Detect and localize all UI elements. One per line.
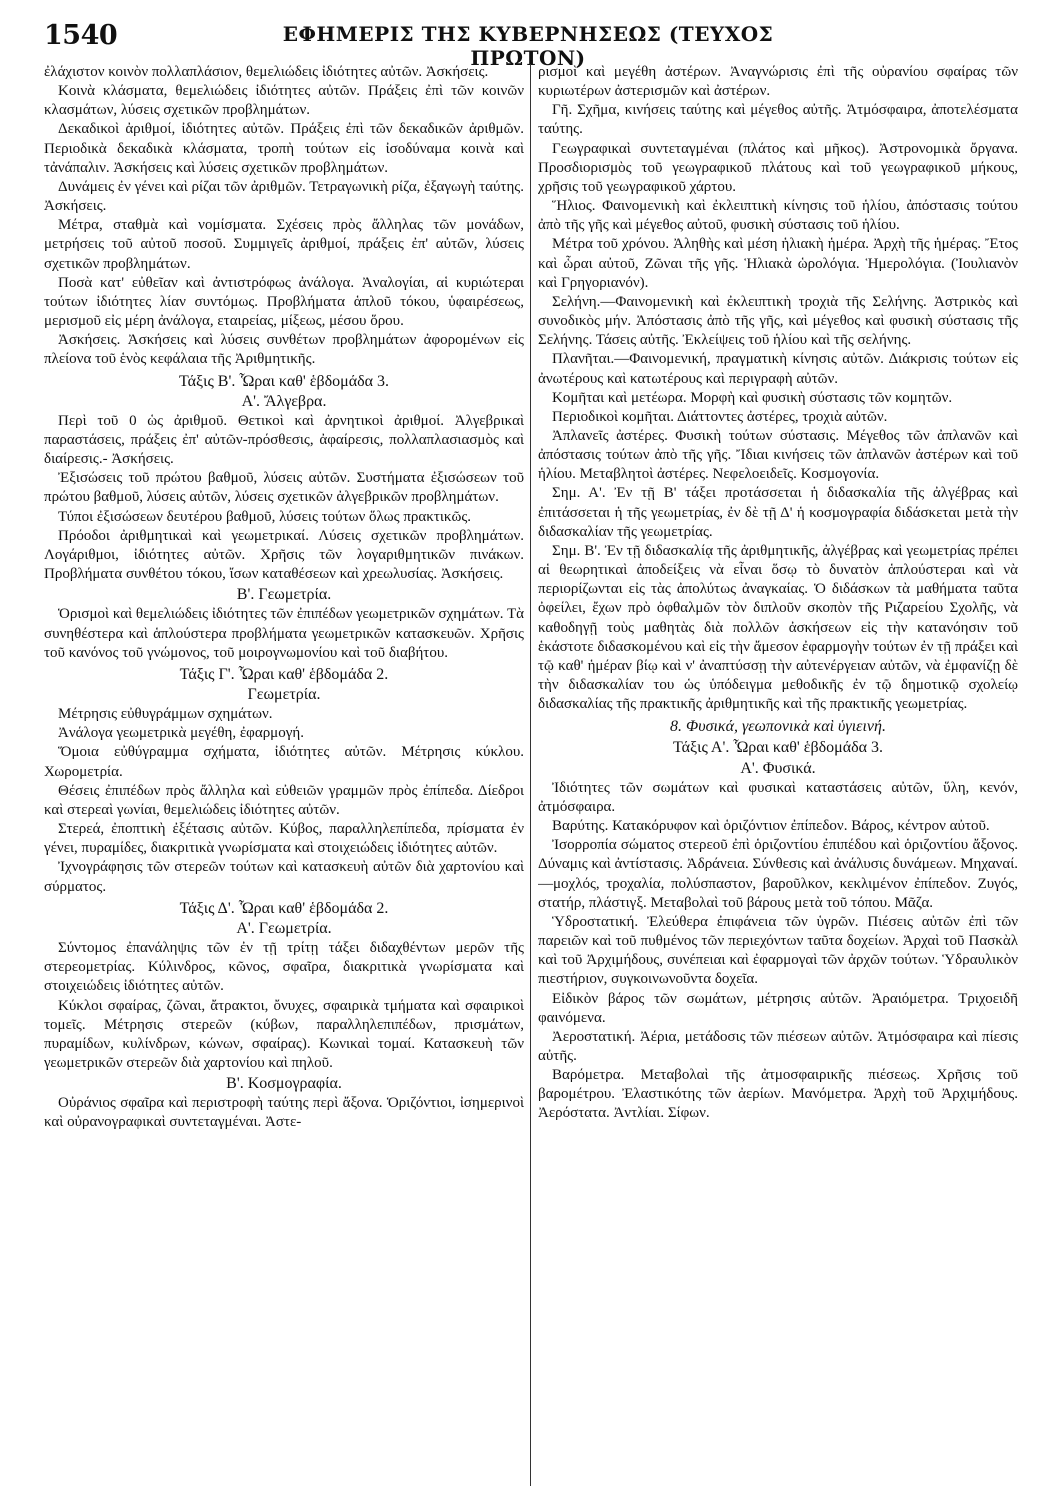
paragraph: Ὅμοια εὐθύγραμμα σχήματα, ἰδιότητες αὐτῶν. Μέτρησις κύκλου. Χωρομετρία. [44,744,524,780]
running-title: ΕΦΗΜΕΡΙΣ ΤΗΣ ΚΥΒΕΡΝΗΣΕΩΣ (ΤΕΥΧΟΣ ΠΡΩΤΟΝ) [282,22,774,70]
class-heading: Τάξις Β'. Ὧραι καθ' ἑβδομάδα 3. [178,372,390,390]
subject-heading: Γεωμετρία. [247,686,321,703]
paragraph: Οὐράνιος σφαῖρα καὶ περιστροφὴ ταύτης περὶ ἄξονα. Ὁριζόντιοι, ἰσημερινοὶ καὶ οὐρανογραφικαὶ συντεταγμέναι. Ἀστε- [44,1095,524,1131]
right-column [538,63,1018,1488]
paragraph: Γῆ. Σχῆμα, κινήσεις ταύτης καὶ μέγεθος αὐτῆς. Ἀτμόσφαιρα, ἀποτελέσματα ταύτης. [538,102,1018,138]
paragraph: Ἀνάλογα γεωμετρικὰ μεγέθη, ἐφαρμογή. [58,725,304,742]
paragraph: Περιοδικοὶ κομῆται. Διάττοντες ἀστέρες, τροχιὰ αὐτῶν. [552,408,888,425]
subject-heading: Α'. Ἄλγεβρα. [241,392,327,410]
section-heading: 8. Φυσικά, γεωπονικὰ καὶ ὑγιεινή. [670,718,886,736]
paragraph: Ὑδροστατική. Ἐλεύθερα ἐπιφάνεια τῶν ὑγρῶν. Πιέσεις αὐτῶν ἐπὶ τῶν παρειῶν καὶ τοῦ πυθμένος τῶν περιεχόντων ταῦτα δοχείων. Ἀρχαὶ τοῦ Πασκὰλ καὶ τοῦ Ἀρχιμήδους, συνέπειαι καὶ ἐφαρμογαὶ τῶν ἀρχῶν τούτων. Ὑδραυλικὸν πιεστήριον, συγκοινωνοῦντα δοχεῖα. [538,913,1018,988]
paragraph: Μέτρησις εὐθυγράμμων σχημάτων. [58,706,273,723]
paragraph: Ἀπλανεῖς ἀστέρες. Φυσικὴ τούτων σύστασις. Μέγεθος τῶν ἀπλανῶν καὶ ἀπόστασις τούτων ἀπὸ τῆς γῆς. Ἴδιαι κινήσεις τῶν ἀπλανῶν ἀστέρων καὶ τοῦ ἡλίου. Μεταβλητοὶ ἀστέρες. Νεφελοειδεῖς. Κοσμογονία. [538,427,1018,483]
paragraph: Ἀσκήσεις. Ἀσκήσεις καὶ λύσεις συνθέτων προβλημάτων ἀφορομένων εἰς πλείονα τοῦ ἑνὸς κεφάλαια τῆς Ἀριθμητικῆς. [44,332,524,368]
note-paragraph: Σημ. Α'. Ἐν τῇ Β' τάξει προτάσσεται ἡ διδασκαλία τῆς ἀλγέβρας καὶ ἐπιτάσσεται ἡ τῆς γεωμετρίας, ἐν δὲ τῇ Δ' ἡ κοσμογραφία διδάσκεται μετὰ τὴν διδασκαλίαν τῆς γεωμετρίας. [538,485,1018,540]
paragraph: Δεκαδικοὶ ἀριθμοί, ἰδιότητες αὐτῶν. Πράξεις ἐπὶ τῶν δεκαδικῶν ἀριθμῶν. Περιοδικὰ δεκαδικὰ κλάσματα, τροπὴ τούτων εἰς ἰσοδύναμα κοινὰ καὶ τἀνάπαλιν. Ἀσκήσεις καὶ λύσεις σχετικῶν προβλημάτων. [44,121,524,176]
paragraph: Τύποι ἐξισώσεων δευτέρου βαθμοῦ, λύσεις τούτων ὅλως πρακτικῶς. [58,508,472,525]
paragraph: Μέτρα τοῦ χρόνου. Ἀληθὴς καὶ μέση ἡλιακὴ ἡμέρα. Ἀρχὴ τῆς ἡμέρας. Ἔτος καὶ ὧραι αὐτοῦ, Ζῶναι τῆς γῆς. Ἡλιακὰ ὡρολόγια. Ἡμερολόγια. (Ἰουλιανὸν καὶ Γρηγοριανόν). [538,236,1018,291]
class-heading: Τάξις Γ'. Ὧραι καθ' ἑβδομάδα 2. [179,665,389,683]
paragraph: ἐλάχιστον κοινὸν πολλαπλάσιον, θεμελιώδεις ἰδιότητες αὐτῶν. Ἀσκήσεις. [44,64,489,80]
paragraph: Ἰσορροπία σώματος στερεοῦ ἐπὶ ὁριζοντίου ἐπιπέδου καὶ ὁριζοντίου ἄξονος. Δύναμις καὶ ἀντίστασις. Ἀδράνεια. Σύνθεσις καὶ ἀνάλυσις δυνάμεων. Μηχαναί.—μοχλός, τροχαλία, πολύσπαστον, βαροῦλκον, κεκλιμένον ἐπίπεδον. Ζυγός, στατήρ, πλάστιγξ. Μεταβολαὶ τοῦ βάρους μετὰ τοῦ τόπου. Μᾶζα. [538,837,1018,911]
paragraph: Θέσεις ἐπιπέδων πρὸς ἄλληλα καὶ εὐθειῶν γραμμῶν πρὸς ἐπίπεδα. Δίεδροι καὶ στερεαὶ γωνίαι, θεμελιώδεις ἰδιότητες αὐτῶν. [44,782,524,818]
subject-heading: Β'. Γεωμετρία. [236,586,332,604]
paragraph: Κύκλοι σφαίρας, ζῶναι, ἄτρακτοι, ὄνυχες, σφαιρικὰ τμήματα καὶ σφαιρικοὶ τομεῖς. Μέτρησις στερεῶν (κύβων, παραλληλεπιπέδων, πρισμάτων, πυραμίδων, κυλίνδρων, κώνων, σφαίρας). Κωνικαὶ τομαί. Κατασκευὴ τῶν γεωμετρικῶν στερεῶν διὰ χαρτονίου καὶ πηλοῦ. [44,997,524,1071]
paragraph: Κομῆται καὶ μετέωρα. Μορφὴ καὶ φυσικὴ σύστασις τῶν κομητῶν. [552,389,953,406]
paragraph: Ἐξισώσεις τοῦ πρώτου βαθμοῦ, λύσεις αὐτῶν. Συστήματα ἐξισώσεων τοῦ πρώτου βαθμοῦ, λύσεις αὐτῶν, λύσεις σχετικῶν ἀλγεβρικῶν προβλημάτων. [44,470,524,506]
paragraph: Δυνάμεις ἐν γένει καὶ ρίζαι τῶν ἀριθμῶν. Τετραγωνικὴ ρίζα, ἐξαγωγὴ ταύτης. Ἀσκήσεις. [44,178,524,215]
class-heading: Τάξις Δ'. Ὧραι καθ' ἑβδομάδα 2. [179,899,389,917]
paragraph: Στερεά, ἐποπτικὴ ἐξέτασις αὐτῶν. Κύβος, παραλληλεπίπεδα, πρίσματα ἐν γένει, πυραμίδες, διακριτικὰ γνωρίσματα καὶ στοιχειώδεις ἰδιότητες αὐτῶν. [44,821,524,857]
subject-heading: Α'. Γεωμετρία. [236,919,332,937]
paragraph: Εἰδικὸν βάρος τῶν σωμάτων, μέτρησις αὐτῶν. Ἀραιόμετρα. Τριχοειδῆ φαινόμενα. [538,990,1018,1026]
paragraph: Σελήνη.—Φαινομενικὴ καὶ ἐκλειπτικὴ τροχιὰ τῆς Σελήνης. Ἀστρικὸς καὶ συνοδικὸς μήν. Ἀπόστασις ἀπὸ τῆς γῆς, καὶ μέγεθος καὶ φυσικὴ σύστασις τῆς Σελήνης. Τάσεις αὐτῆς. Ἐκλείψεις τοῦ ἡλίου καὶ τῆς σελήνης. [538,293,1018,349]
paragraph: Ὁρισμοὶ καὶ θεμελιώδεις ἰδιότητες τῶν ἐπιπέδων γεωμετρικῶν σχημάτων. Τὰ συνηθέστερα καὶ ἁπλούστερα προβλήματα γεωμετρικῶν κατασκευῶν. Χρῆσις τοῦ κανόνος τοῦ γνώμονος, τοῦ μοιρογνωμονίου καὶ τοῦ διαβήτου. [44,606,524,661]
paragraph: Περὶ τοῦ 0 ὡς ἀριθμοῦ. Θετικοὶ καὶ ἀρνητικοὶ ἀριθμοί. Ἀλγεβρικαὶ παραστάσεις, πράξεις ἐπ' αὐτῶν-πρόσθεσις, ἀφαίρεσις, πολλαπλασιασμὸς καὶ διαίρεσις.- Ἀσκήσεις. [44,412,524,468]
paragraph: Ἰδιότητες τῶν σωμάτων καὶ φυσικαὶ καταστάσεις αὐτῶν, ὕλη, κενόν, ἀτμόσφαιρα. [538,779,1018,815]
paragraph: Κοινὰ κλάσματα, θεμελιώδεις ἰδιότητες αὐτῶν. Πράξεις ἐπὶ τῶν κοινῶν κλασμάτων, λύσεις σχετικῶν προβλημάτων. [44,83,524,119]
paragraph: Ἥλιος. Φαινομενικὴ καὶ ἐκλειπτικὴ κίνησις τοῦ ἡλίου, ἀπόστασις τούτου ἀπὸ τῆς γῆς καὶ μέγεθος αὐτοῦ, φυσικὴ σύστασις τοῦ ἡλίου. [538,198,1018,234]
paragraph: Βαρύτης. Κατακόρυφον καὶ ὁριζόντιον ἐπίπεδον. Βάρος, κέντρον αὐτοῦ. [552,818,990,835]
paragraph: Πλανῆται.—Φαινομενική, πραγματικὴ κίνησις αὐτῶν. Διάκρισις τούτων εἰς ἀνωτέρους καὶ κατωτέρους καὶ περιγραφὴ αὐτῶν. [538,351,1018,387]
page-number: 1540 [44,20,118,51]
left-column [44,63,524,1488]
paragraph: Ἀεροστατική. Ἀέρια, μετάδοσις τῶν πιέσεων αὐτῶν. Ἀτμόσφαιρα καὶ πίεσις αὐτῆς. [538,1028,1018,1064]
paragraph: Μέτρα, σταθμὰ καὶ νομίσματα. Σχέσεις πρὸς ἄλληλας τῶν μονάδων, μετρήσεις τοῦ αὐτοῦ ποσοῦ. Συμμιγεῖς ἀριθμοί, πράξεις ἐπ' αὐτῶν, λύσεις σχετικῶν προβλημάτων. [44,217,524,272]
paragraph: Γεωγραφικαὶ συντεταγμέναι (πλάτος καὶ μῆκος). Ἀστρονομικὰ ὄργανα. Προσδιορισμὸς τοῦ γεωγραφικοῦ πλάτους καὶ τοῦ γεωγραφικοῦ μήκους, χρῆσις τοῦ γεωγραφικοῦ χάρτου. [538,140,1018,195]
class-heading: Τάξις Α'. Ὧραι καθ' ἑβδομάδα 3. [672,739,884,757]
subject-heading: Α'. Φυσικά. [740,759,816,777]
column-divider [530,64,531,1486]
paragraph: Ἰχνογράφησις τῶν στερεῶν τούτων καὶ κατασκευὴ αὐτῶν διὰ χαρτονίου καὶ σύρματος. [44,859,524,895]
note-paragraph: Σημ. Β'. Ἐν τῇ διδασκαλίᾳ τῆς ἀριθμητικῆς, ἀλγέβρας καὶ γεωμετρίας πρέπει αἱ θεωρητικαὶ ἀποδείξεις νὰ εἶναι ὅσῳ τὸ δυνατὸν ἁπλούστεραι καὶ νὰ περιορίζωνται εἰς τὰς ἀπολύτως ἀναγκαίας. Ὁ διδάσκων τὰ μαθήματα ταῦτα ὀφείλει, ἔχων πρὸ ὀφθαλμῶν τὸν διπλοῦν σκοπὸν τῆς Ριζαρείου Σχολῆς, νὰ καθοδηγῇ τοὺς μαθητὰς διὰ πολλῶν ἀσκήσεων εἰς τὴν κατανόησιν τοῦ ἑκάστοτε διδασκομένου καὶ εἰς τὴν ἄμεσον ἐφαρμογὴν τούτων ἐν τῇ πράξει καὶ τῷ καθ' ἡμέραν βίῳ καὶ ν' ἀναπτύσσῃ τὴν αὐτενέργειαν αὐτῶν, νὰ ἐμφανίζῃ δὲ τὴν διδασκαλίαν του ὡς ὑπόδειγμα μεθοδικῆς ἐν τῷ δημοτικῷ σχολείῳ διδασκαλίας τῆς πρακτικῆς ἀριθμητικῆς καὶ τῆς πρακτικῆς γεωμετρίας. [538,542,1018,713]
subject-heading: Β'. Κοσμογραφία. [226,1075,342,1093]
paragraph: Πρόοδοι ἀριθμητικαὶ καὶ γεωμετρικαί. Λύσεις σχετικῶν προβλημάτων. Λογάριθμοι, ἰδιότητες αὐτῶν. Χρῆσις τῶν λογαριθμητικῶν πινάκων. Προβλήματα συνθέτου τόκου, ἴσων καταθέσεων καὶ χρεωλυσίας. Ἀσκήσεις. [44,527,524,583]
paragraph: Ποσὰ κατ' εὐθεῖαν καὶ ἀντιστρόφως ἀνάλογα. Ἀναλογίαι, αἱ κυριώτεραι τούτων ἰδιότητες λίαν συντόμως. Προβλήματα ἁπλοῦ τόκου, ὑφαιρέσεως, μερισμοῦ εἰς μέρη ἀνάλογα, εταιρείας, μίξεως, μέσου ὅρου. [44,274,524,330]
paragraph: ρισμοὶ καὶ μεγέθη ἀστέρων. Ἀναγνώρισις ἐπὶ τῆς οὐρανίου σφαίρας τῶν κυριωτέρων ἀστερισμῶν καὶ ἀστέρων. [538,64,1018,100]
paragraph: Βαρόμετρα. Μεταβολαὶ τῆς ἀτμοσφαιρικῆς πιέσεως. Χρῆσις τοῦ βαρομέτρου. Ἐλαστικότης τῶν ἀερίων. Μανόμετρα. Ἀρχὴ τοῦ Ἀρχιμήδους. Ἀερόστατα. Ἀντλίαι. Σίφων. [538,1067,1018,1122]
paragraph: Σύντομος ἐπανάληψις τῶν ἐν τῇ τρίτῃ τάξει διδαχθέντων μερῶν τῆς στερεομετρίας. Κύλινδρος, κῶνος, σφαῖρα, διακριτικὰ γνωρίσματα καὶ στοιχειώδεις ἰδιότητες αὐτῶν. [44,940,524,995]
